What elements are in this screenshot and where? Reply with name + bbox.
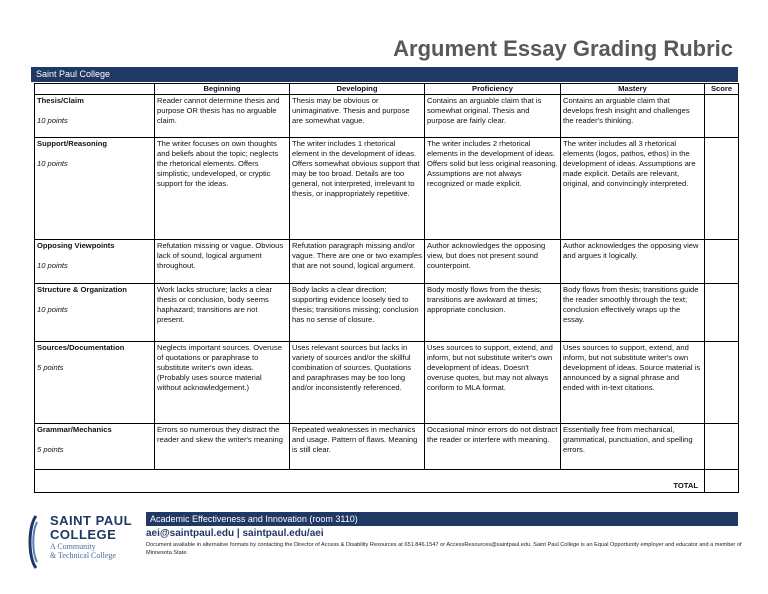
cell-beginning: Neglects important sources. Overuse of quotations or paraphrase to substitute writer's own ideas. (Probably uses source material without acknowledgement.) — [155, 342, 290, 424]
criterion-points: 10 points — [37, 116, 68, 125]
criterion-name: Grammar/Mechanics — [37, 425, 112, 434]
cell-developing: The writer includes 1 rhetorical element in the development of ideas. Offers somewhat obvious support that may be too broad. Details are too general, not interpreted, irrelevant to thesis, or inappropriately repetitive. — [290, 138, 425, 240]
rubric-row-support — [35, 138, 739, 240]
criterion-cell — [35, 424, 155, 470]
cell-score[interactable] — [705, 284, 739, 342]
cell-mastery: Contains an arguable claim that develops fresh insight and challenges the reader's thinking. — [561, 95, 705, 138]
cell-mastery: Uses sources to support, extend, and inform, but not substitute writer's own development of ideas. Source material is announced by a signal phrase and ended with in-text citations. — [561, 342, 705, 424]
rubric-row-thesis — [35, 95, 739, 138]
cell-beginning: Refutation missing or vague. Obvious lack of sound, logical argument throughout. — [155, 240, 290, 284]
logo-subtitle-line2: & Technical College — [50, 551, 116, 560]
header-mastery: Mastery — [561, 84, 705, 95]
logo-text-line1: SAINT PAUL — [50, 513, 133, 528]
footer-accessibility-note: Document available in alternative formats by contacting the Director of Access & Disability Resources at 651.846.1547 or AccessResources@saintpaul.edu. Saint Paul College is an Equal Opportunity employer and educator and a member of Minnesota State. — [146, 542, 742, 556]
cell-developing: Repeated weaknesses in mechanics and usage. Pattern of flaws. Meaning is still clear. — [290, 424, 425, 470]
footer-contact-links[interactable]: aei@saintpaul.edu | saintpaul.edu/aei — [146, 528, 324, 539]
criterion-points: 10 points — [37, 305, 68, 314]
cell-proficiency: Contains an arguable claim that is somewhat original. Thesis and purpose are fairly clear. — [425, 95, 561, 138]
footer-department-bar: Academic Effectiveness and Innovation (room 3110) — [146, 512, 738, 526]
cell-mastery: The writer includes all 3 rhetorical elements (logos, pathos, ethos) in the development of ideas. Assumptions are made explicit. Details are relevant, original, and convincingly interpreted. — [561, 138, 705, 240]
criterion-name: Structure & Organization — [37, 285, 127, 294]
criterion-points: 10 points — [37, 159, 68, 168]
cell-developing: Body lacks a clear direction; supporting evidence loosely tied to thesis; transitions missing; conclusion has no sense of closure. — [290, 284, 425, 342]
criterion-points: 10 points — [37, 261, 68, 270]
cell-score[interactable] — [705, 95, 739, 138]
rubric-table — [34, 83, 739, 493]
header-developing: Developing — [290, 84, 425, 95]
cell-score[interactable] — [705, 342, 739, 424]
rubric-row-grammar — [35, 424, 739, 470]
header-row — [35, 84, 739, 95]
criterion-cell — [35, 95, 155, 138]
page-title: Argument Essay Grading Rubric — [393, 36, 733, 61]
criterion-points: 5 points — [37, 363, 64, 372]
criterion-cell — [35, 284, 155, 342]
criterion-name: Opposing Viewpoints — [37, 241, 115, 250]
header-beginning: Beginning — [155, 84, 290, 95]
cell-score[interactable] — [705, 424, 739, 470]
cell-beginning: Reader cannot determine thesis and purpose OR thesis has no arguable claim. — [155, 95, 290, 138]
cell-proficiency: The writer includes 2 rhetorical elements in the development of ideas. Offers solid but less original reasoning. Assumptions are not always recognized or made explicit. — [425, 138, 561, 240]
cell-developing: Refutation paragraph missing and/or vague. There are one or two examples that are not sound, logical argument. — [290, 240, 425, 284]
criterion-cell — [35, 138, 155, 240]
cell-score[interactable] — [705, 240, 739, 284]
college-header-bar: Saint Paul College — [31, 67, 738, 82]
cell-proficiency: Author acknowledges the opposing view, but does not present sound counterpoint. — [425, 240, 561, 284]
cell-developing: Thesis may be obvious or unimaginative. Thesis and purpose are somewhat vague. — [290, 95, 425, 138]
college-logo — [26, 512, 136, 572]
cell-proficiency: Occasional minor errors do not distract the reader or interfere with meaning. — [425, 424, 561, 470]
cell-mastery: Body flows from thesis; transitions guide the reader smoothly through the text; conclusion effectively wraps up the essay. — [561, 284, 705, 342]
criterion-name: Sources/Documentation — [37, 343, 125, 352]
cell-proficiency: Uses sources to support, extend, and inform, but not substitute writer's own development of ideas. Doesn't overuse quotes, but may not always conform to MLA format. — [425, 342, 561, 424]
rubric-row-opposing — [35, 240, 739, 284]
college-logo-mark-icon — [26, 514, 38, 570]
cell-beginning: Work lacks structure; lacks a clear thesis or conclusion, body seems haphazard; transitions are not present. — [155, 284, 290, 342]
criterion-name: Support/Reasoning — [37, 139, 108, 148]
rubric-row-structure — [35, 284, 739, 342]
header-score: Score — [705, 84, 739, 95]
rubric-row-sources — [35, 342, 739, 424]
logo-text-line2: COLLEGE — [50, 527, 117, 542]
logo-subtitle-line1: A Community — [50, 542, 96, 551]
cell-score[interactable] — [705, 138, 739, 240]
cell-mastery: Author acknowledges the opposing view and argues it logically. — [561, 240, 705, 284]
cell-beginning: The writer focuses on own thoughts and beliefs about the topic; neglects the rhetorical elements. Offers simplistic, undeveloped, or cryptic support for the ideas. — [155, 138, 290, 240]
cell-developing: Uses relevant sources but lacks in variety of sources and/or the skillful combination of sources. Quotations and paraphrases may be too long and/or inconsistently referenced. — [290, 342, 425, 424]
criterion-cell — [35, 240, 155, 284]
header-proficiency: Proficiency — [425, 84, 561, 95]
cell-mastery: Essentially free from mechanical, grammatical, punctuation, and spelling errors. — [561, 424, 705, 470]
total-row — [35, 470, 739, 493]
criterion-cell — [35, 342, 155, 424]
header-criteria — [35, 84, 155, 95]
total-score-cell[interactable] — [705, 470, 739, 493]
cell-proficiency: Body mostly flows from the thesis; transitions are awkward at times; appropriate conclusion. — [425, 284, 561, 342]
cell-beginning: Errors so numerous they distract the reader and skew the writer's meaning — [155, 424, 290, 470]
criterion-points: 5 points — [37, 445, 64, 454]
total-label: TOTAL — [35, 470, 705, 493]
criterion-name: Thesis/Claim — [37, 96, 84, 105]
